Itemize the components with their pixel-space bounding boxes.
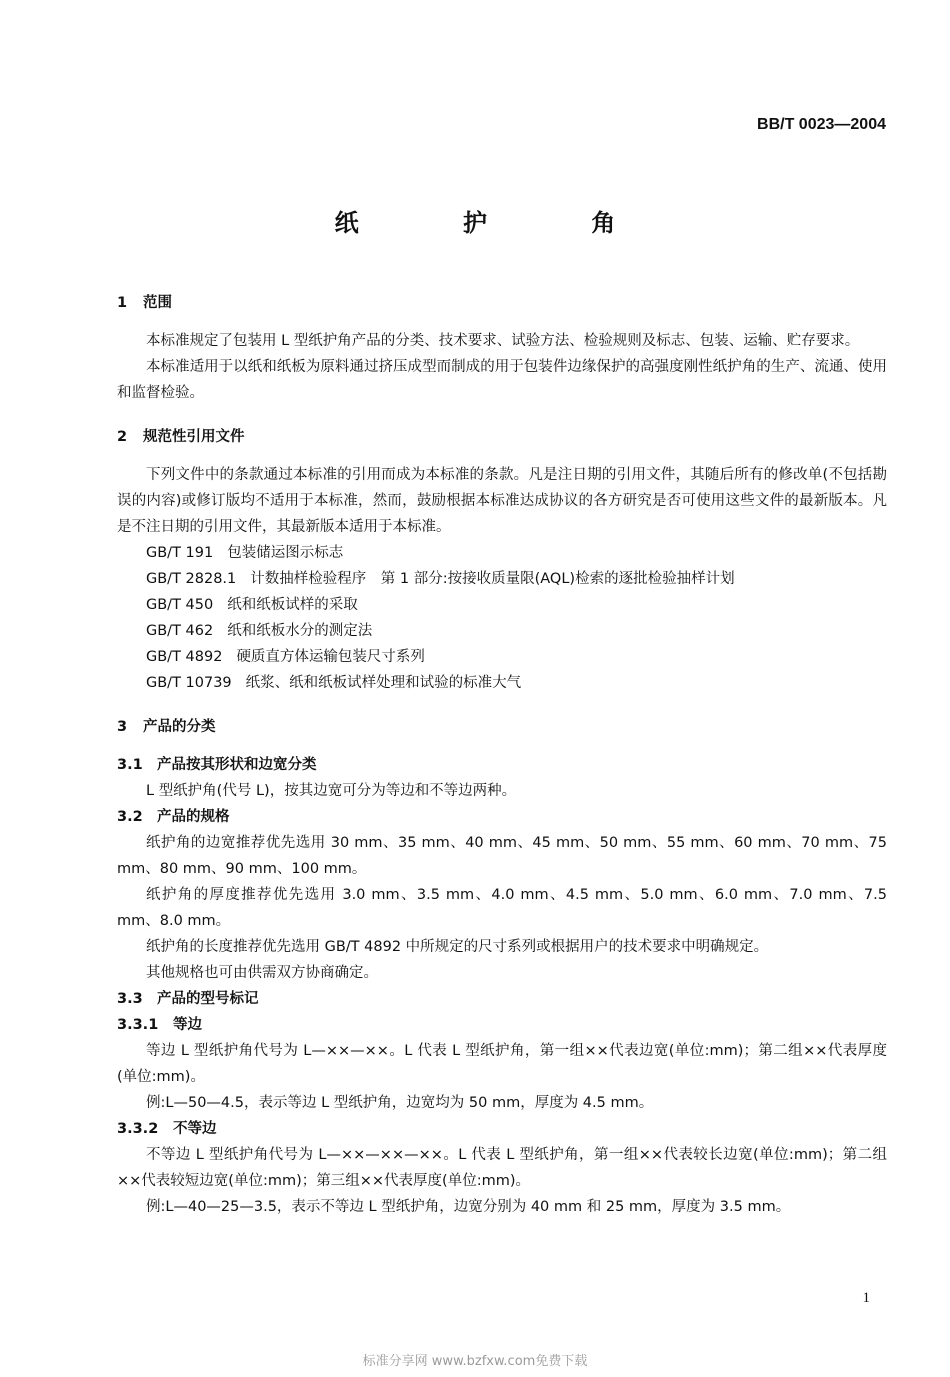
paragraph: 本标准适用于以纸和纸板为原料通过挤压成型而制成的用于包装件边缘保护的高强度刚性纸护角的生产、流通、使用和监督检验。	[117, 359, 887, 401]
reference-item	[117, 618, 887, 644]
section-title: 产品的规格	[157, 809, 230, 825]
section-title: 产品按其形状和边宽分类	[157, 757, 317, 773]
section-number: 2	[117, 429, 128, 445]
paragraph: L 型纸护角(代号 L)，按其边宽可分为等边和不等边两种。	[146, 783, 517, 799]
section-title: 等边	[173, 1017, 202, 1033]
reference-code: GB/T 10739	[146, 675, 232, 691]
paragraph: 不等边 L 型纸护角代号为 L—××—××—××。L 代表 L 型纸护角，第一组××代表较长边宽(单位:mm)；第二组××代表较短边宽(单位:mm)；第三组××代表厚度(单位:mm)。	[117, 1147, 887, 1189]
reference-list	[117, 540, 887, 696]
document-body	[117, 290, 887, 1220]
section-number: 3.3.2	[117, 1121, 159, 1137]
subsection-heading-3-3-2	[117, 1116, 887, 1142]
paragraph: 其他规格也可由供需双方协商确定。	[146, 965, 378, 981]
reference-item	[117, 670, 887, 696]
section-number: 3.3	[117, 991, 143, 1007]
paragraph: 纸护角的厚度推荐优先选用 3.0 mm、3.5 mm、4.0 mm、4.5 mm、5.0 mm、6.0 mm、7.0 mm、7.5 mm、8.0 mm。	[117, 887, 887, 929]
paragraph: 等边 L 型纸护角代号为 L—××—××。L 代表 L 型纸护角，第一组××代表边宽(单位:mm)；第二组××代表厚度(单位:mm)。	[117, 1043, 887, 1085]
document-title: 纸 护 角	[334, 209, 664, 237]
reference-item	[117, 644, 887, 670]
reference-name: 纸和纸板水分的测定法	[227, 623, 373, 639]
reference-code: GB/T 462	[146, 623, 214, 639]
subsection-heading-3-3-1	[117, 1012, 887, 1038]
page-number: 1	[862, 1290, 870, 1306]
paragraph: 下列文件中的条款通过本标准的引用而成为本标准的条款。凡是注日期的引用文件，其随后所有的修改单(不包括勘误的内容)或修订版均不适用于本标准，然而，鼓励根据本标准达成协议的各方研究是否可使用这些文件的最新版本。凡是不注日期的引用文件，其最新版本适用于本标准。	[117, 467, 887, 535]
reference-code: GB/T 450	[146, 597, 214, 613]
section-heading-2	[117, 424, 887, 450]
standard-code: BB/T 0023—2004	[757, 116, 886, 133]
reference-item	[117, 566, 887, 592]
section-title: 产品的型号标记	[157, 991, 259, 1007]
reference-name: 计数抽样检验程序 第 1 部分:按接收质量限(AQL)检索的逐批检验抽样计划	[250, 571, 735, 587]
section-title: 范围	[143, 295, 172, 311]
paragraph: 例:L—50—4.5，表示等边 L 型纸护角，边宽均为 50 mm，厚度为 4.5 mm。	[146, 1095, 654, 1111]
paragraph: 纸护角的长度推荐优先选用 GB/T 4892 中所规定的尺寸系列或根据用户的技术要求中明确规定。	[146, 939, 769, 955]
reference-name: 纸和纸板试样的采取	[227, 597, 358, 613]
reference-code: GB/T 4892	[146, 649, 223, 665]
paragraph: 例:L—40—25—3.5，表示不等边 L 型纸护角，边宽分别为 40 mm 和 25 mm，厚度为 3.5 mm。	[146, 1199, 791, 1215]
reference-code: GB/T 191	[146, 545, 214, 561]
section-title: 不等边	[173, 1121, 217, 1137]
section-heading-3	[117, 714, 887, 740]
watermark: 标准分享网 www.bzfxw.com免费下载	[362, 1354, 588, 1369]
section-heading-1	[117, 290, 887, 316]
section-number: 3	[117, 719, 128, 735]
subsection-heading-3-1	[117, 752, 887, 778]
subsection-heading-3-3	[117, 986, 887, 1012]
reference-item	[117, 592, 887, 618]
reference-name: 纸浆、纸和纸板试样处理和试验的标准大气	[245, 675, 522, 691]
section-number: 3.3.1	[117, 1017, 159, 1033]
section-title: 产品的分类	[143, 719, 216, 735]
reference-name: 硬质直方体运输包装尺寸系列	[236, 649, 425, 665]
reference-code: GB/T 2828.1	[146, 571, 237, 587]
section-number: 3.2	[117, 809, 143, 825]
paragraph: 纸护角的边宽推荐优先选用 30 mm、35 mm、40 mm、45 mm、50 mm、55 mm、60 mm、70 mm、75 mm、80 mm、90 mm、100 mm。	[117, 835, 887, 877]
subsection-heading-3-2	[117, 804, 887, 830]
section-number: 1	[117, 295, 128, 311]
section-number: 3.1	[117, 757, 143, 773]
reference-item	[117, 540, 887, 566]
section-title: 规范性引用文件	[143, 429, 245, 445]
reference-name: 包装储运图示标志	[227, 545, 344, 561]
paragraph: 本标准规定了包装用 L 型纸护角产品的分类、技术要求、试验方法、检验规则及标志、包装、运输、贮存要求。	[146, 333, 860, 349]
